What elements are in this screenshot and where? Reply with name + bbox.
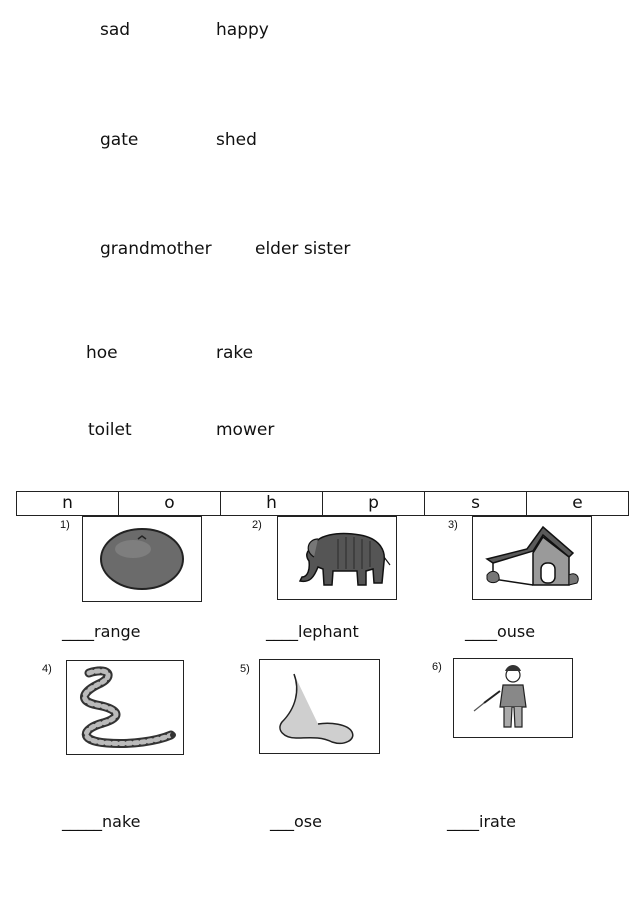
- exercise-number-2: 2): [252, 519, 262, 531]
- orange-picture: [82, 516, 202, 602]
- letter-cell: o: [119, 492, 221, 515]
- letter-cell: s: [425, 492, 527, 515]
- word-sad: sad: [100, 20, 131, 40]
- word-hoe: hoe: [86, 343, 118, 363]
- word-elder-sister: elder sister: [255, 239, 351, 259]
- pirate-picture: [453, 658, 573, 738]
- fill-blank-orange: ____range: [62, 622, 141, 641]
- word-gate: gate: [100, 130, 139, 150]
- fill-blank-house: ____ouse: [465, 622, 536, 641]
- nose-picture: [259, 659, 380, 754]
- word-grandmother: grandmother: [100, 239, 212, 259]
- exercise-number-1: 1): [60, 519, 70, 531]
- word-shed: shed: [216, 130, 257, 150]
- exercise-number-6: 6): [432, 661, 442, 673]
- exercise-number-3: 3): [448, 519, 458, 531]
- fill-blank-snake: _____nake: [62, 812, 141, 831]
- elephant-picture: [277, 516, 397, 600]
- letter-cell: h: [221, 492, 323, 515]
- letter-cell: p: [323, 492, 425, 515]
- letter-cell: n: [17, 492, 119, 515]
- house-picture: [472, 516, 592, 600]
- word-happy: happy: [216, 20, 269, 40]
- word-rake: rake: [216, 343, 254, 363]
- exercise-number-5: 5): [240, 663, 250, 675]
- fill-blank-pirate: ____irate: [447, 812, 516, 831]
- letter-cell: e: [572, 493, 583, 513]
- word-toilet: toilet: [88, 420, 132, 440]
- word-mower: mower: [216, 420, 275, 440]
- fill-blank-nose: ___ose: [270, 812, 322, 831]
- exercise-number-4: 4): [42, 663, 52, 675]
- snake-picture: [66, 660, 184, 755]
- letter-row: [16, 491, 629, 516]
- fill-blank-elephant: ____lephant: [266, 622, 359, 641]
